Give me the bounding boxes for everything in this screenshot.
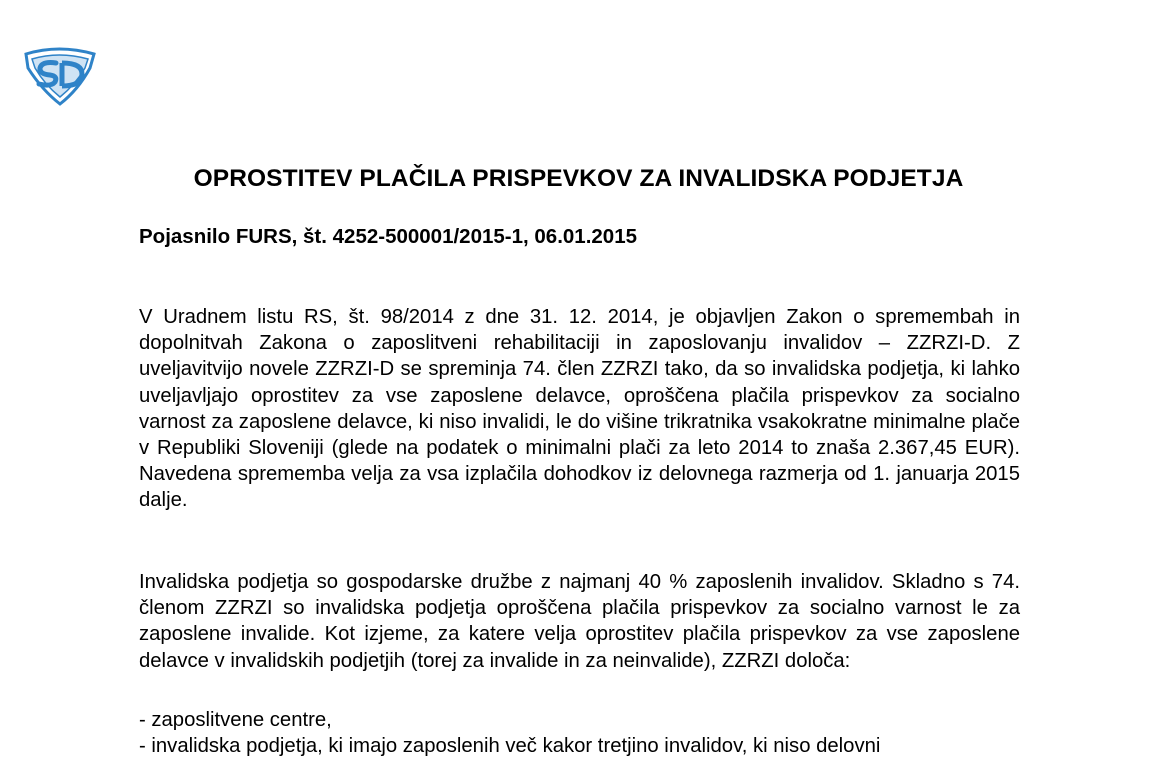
list-item: - invalidska podjetja, ki imajo zaposlenih več kakor tretjino invalidov, ki niso delovni: [139, 735, 881, 758]
document-title: OPROSTITEV PLAČILA PRISPEVKOV ZA INVALIDSKA PODJETJA: [193, 165, 964, 192]
list-item: - zaposlitvene centre,: [139, 709, 332, 731]
exceptions-list: [139, 707, 1020, 759]
paragraph-2: Invalidska podjetja so gospodarske družbe z najmanj 40 % zaposlenih invalidov. Skladno s 74. členom ZZRZI so invalidska podjetja oproščena plačila prispevkov za socialno varnost le za zaposlene invalide. Kot izjeme, za katere velja oprostitev plačila prispevkov za vse zaposlene delavce v invalidskih podjetjih (torej za invalide in za neinvalide), ZZRZI določa:: [139, 571, 1020, 672]
company-logo-icon: [20, 46, 98, 106]
document-subtitle: Pojasnilo FURS, št. 4252-500001/2015-1, 06.01.2015: [139, 225, 637, 248]
paragraph-1: V Uradnem listu RS, št. 98/2014 z dne 31. 12. 2014, je objavljen Zakon o spremembah in dopolnitvah Zakona o zaposlitveni rehabilitaciji in zaposlovanju invalidov – ZZRZI-D. Z uveljavitvijo novele ZZRZI-D se spreminja 74. člen ZZRZI tako, da so invalidska podjetja, ki lahko uveljavljajo oprostitev za vse zaposlene delavce, oproščena plačila prispevkov za socialno varnost za zaposlene delavce, ki niso invalidi, le do višine trikratnika vsakokratne minimalne plače v Republiki Sloveniji (glede na podatek o minimalni plači za leto 2014 to znaša 2.367,45 EUR). Navedena sprememba velja za vsa izplačila dohodkov iz delovnega razmerja od 1. januarja 2015 dalje.: [139, 306, 1020, 512]
